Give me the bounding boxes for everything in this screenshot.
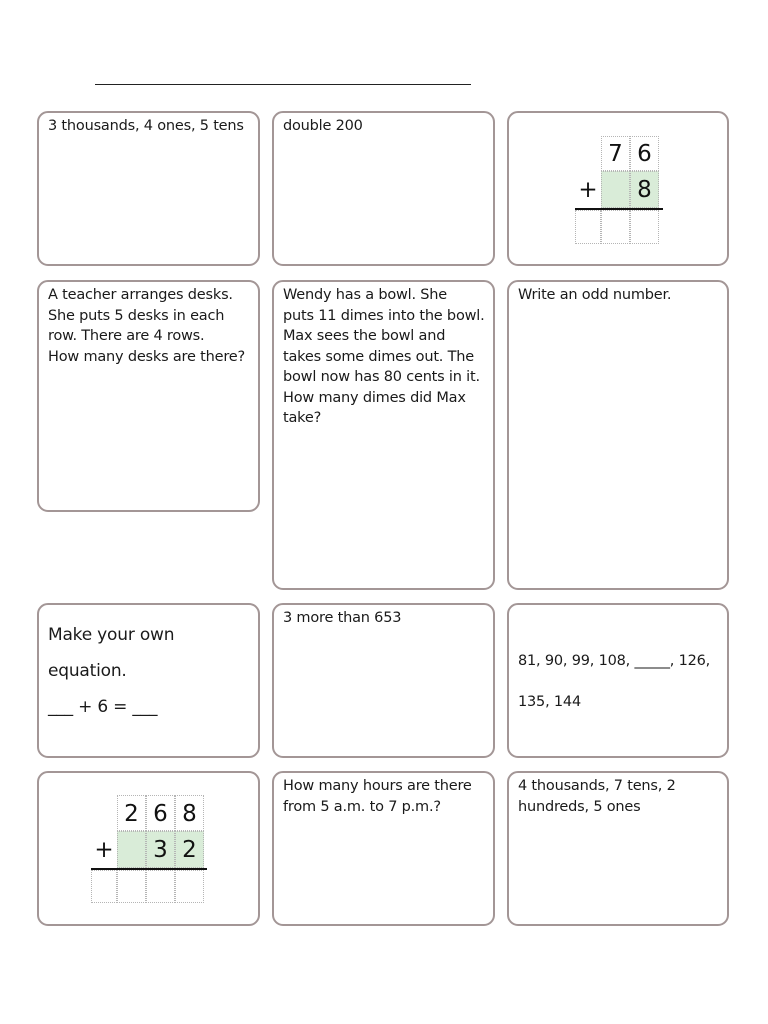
problem-text: 3 thousands, 4 ones, 5 tens [48, 118, 244, 134]
problem-text: Wendy has a bowl. She puts 11 dimes into the bowl. Max sees the bowl and takes some dimes out. The bowl now has 80 cents in it. How many dimes did Max take? [283, 287, 485, 426]
problem-box-12[interactable] [507, 771, 729, 926]
name-line[interactable] [95, 84, 471, 85]
answer-cell[interactable] [575, 210, 601, 244]
problem-box-7[interactable] [37, 603, 260, 758]
grid-cell: 2 [117, 795, 146, 831]
answer-cell[interactable] [91, 870, 117, 903]
operator: + [94, 837, 114, 863]
answer-cell[interactable] [630, 210, 659, 244]
problem-text: How many hours are there from 5 a.m. to 7 p.m.? [283, 778, 472, 815]
problem-box-3[interactable] [507, 111, 729, 266]
answer-cell[interactable] [175, 870, 204, 903]
problem-box-11[interactable] [272, 771, 495, 926]
grid-cell: 6 [146, 795, 175, 831]
grid-cell [575, 136, 601, 171]
grid-cell: 2 [175, 831, 204, 868]
answer-cell[interactable] [601, 210, 630, 244]
problem-text: double 200 [283, 118, 363, 134]
problem-box-4[interactable] [37, 280, 260, 512]
problem-text: 4 thousands, 7 tens, 2 hundreds, 5 ones [518, 778, 676, 815]
grid-cell [601, 171, 630, 208]
grid-cell [117, 831, 146, 868]
grid-cell: 6 [630, 136, 659, 171]
problem-box-9[interactable] [507, 603, 729, 758]
grid-cell: 3 [146, 831, 175, 868]
problem-box-6[interactable] [507, 280, 729, 590]
grid-cell: 8 [175, 795, 204, 831]
problem-text: Write an odd number. [518, 287, 672, 303]
problem-box-5[interactable] [272, 280, 495, 590]
answer-cell[interactable] [117, 870, 146, 903]
answer-cell[interactable] [146, 870, 175, 903]
grid-cell [91, 795, 117, 831]
problem-text: A teacher arranges desks. She puts 5 desks in each row. There are 4 rows. How many desks are there? [48, 287, 245, 365]
problem-text: 3 more than 653 [283, 610, 402, 626]
problem-box-8[interactable] [272, 603, 495, 758]
problem-box-10[interactable] [37, 771, 260, 926]
problem-box-1[interactable] [37, 111, 260, 266]
operator: + [578, 177, 598, 203]
grid-cell: 7 [601, 136, 630, 171]
problem-text: Make your own equation. ___ + 6 = ___ [48, 625, 175, 717]
number-sequence: 81, 90, 99, 108, _____, 126, 135, 144 [518, 653, 711, 710]
grid-cell: 8 [630, 171, 659, 208]
problem-box-2[interactable] [272, 111, 495, 266]
